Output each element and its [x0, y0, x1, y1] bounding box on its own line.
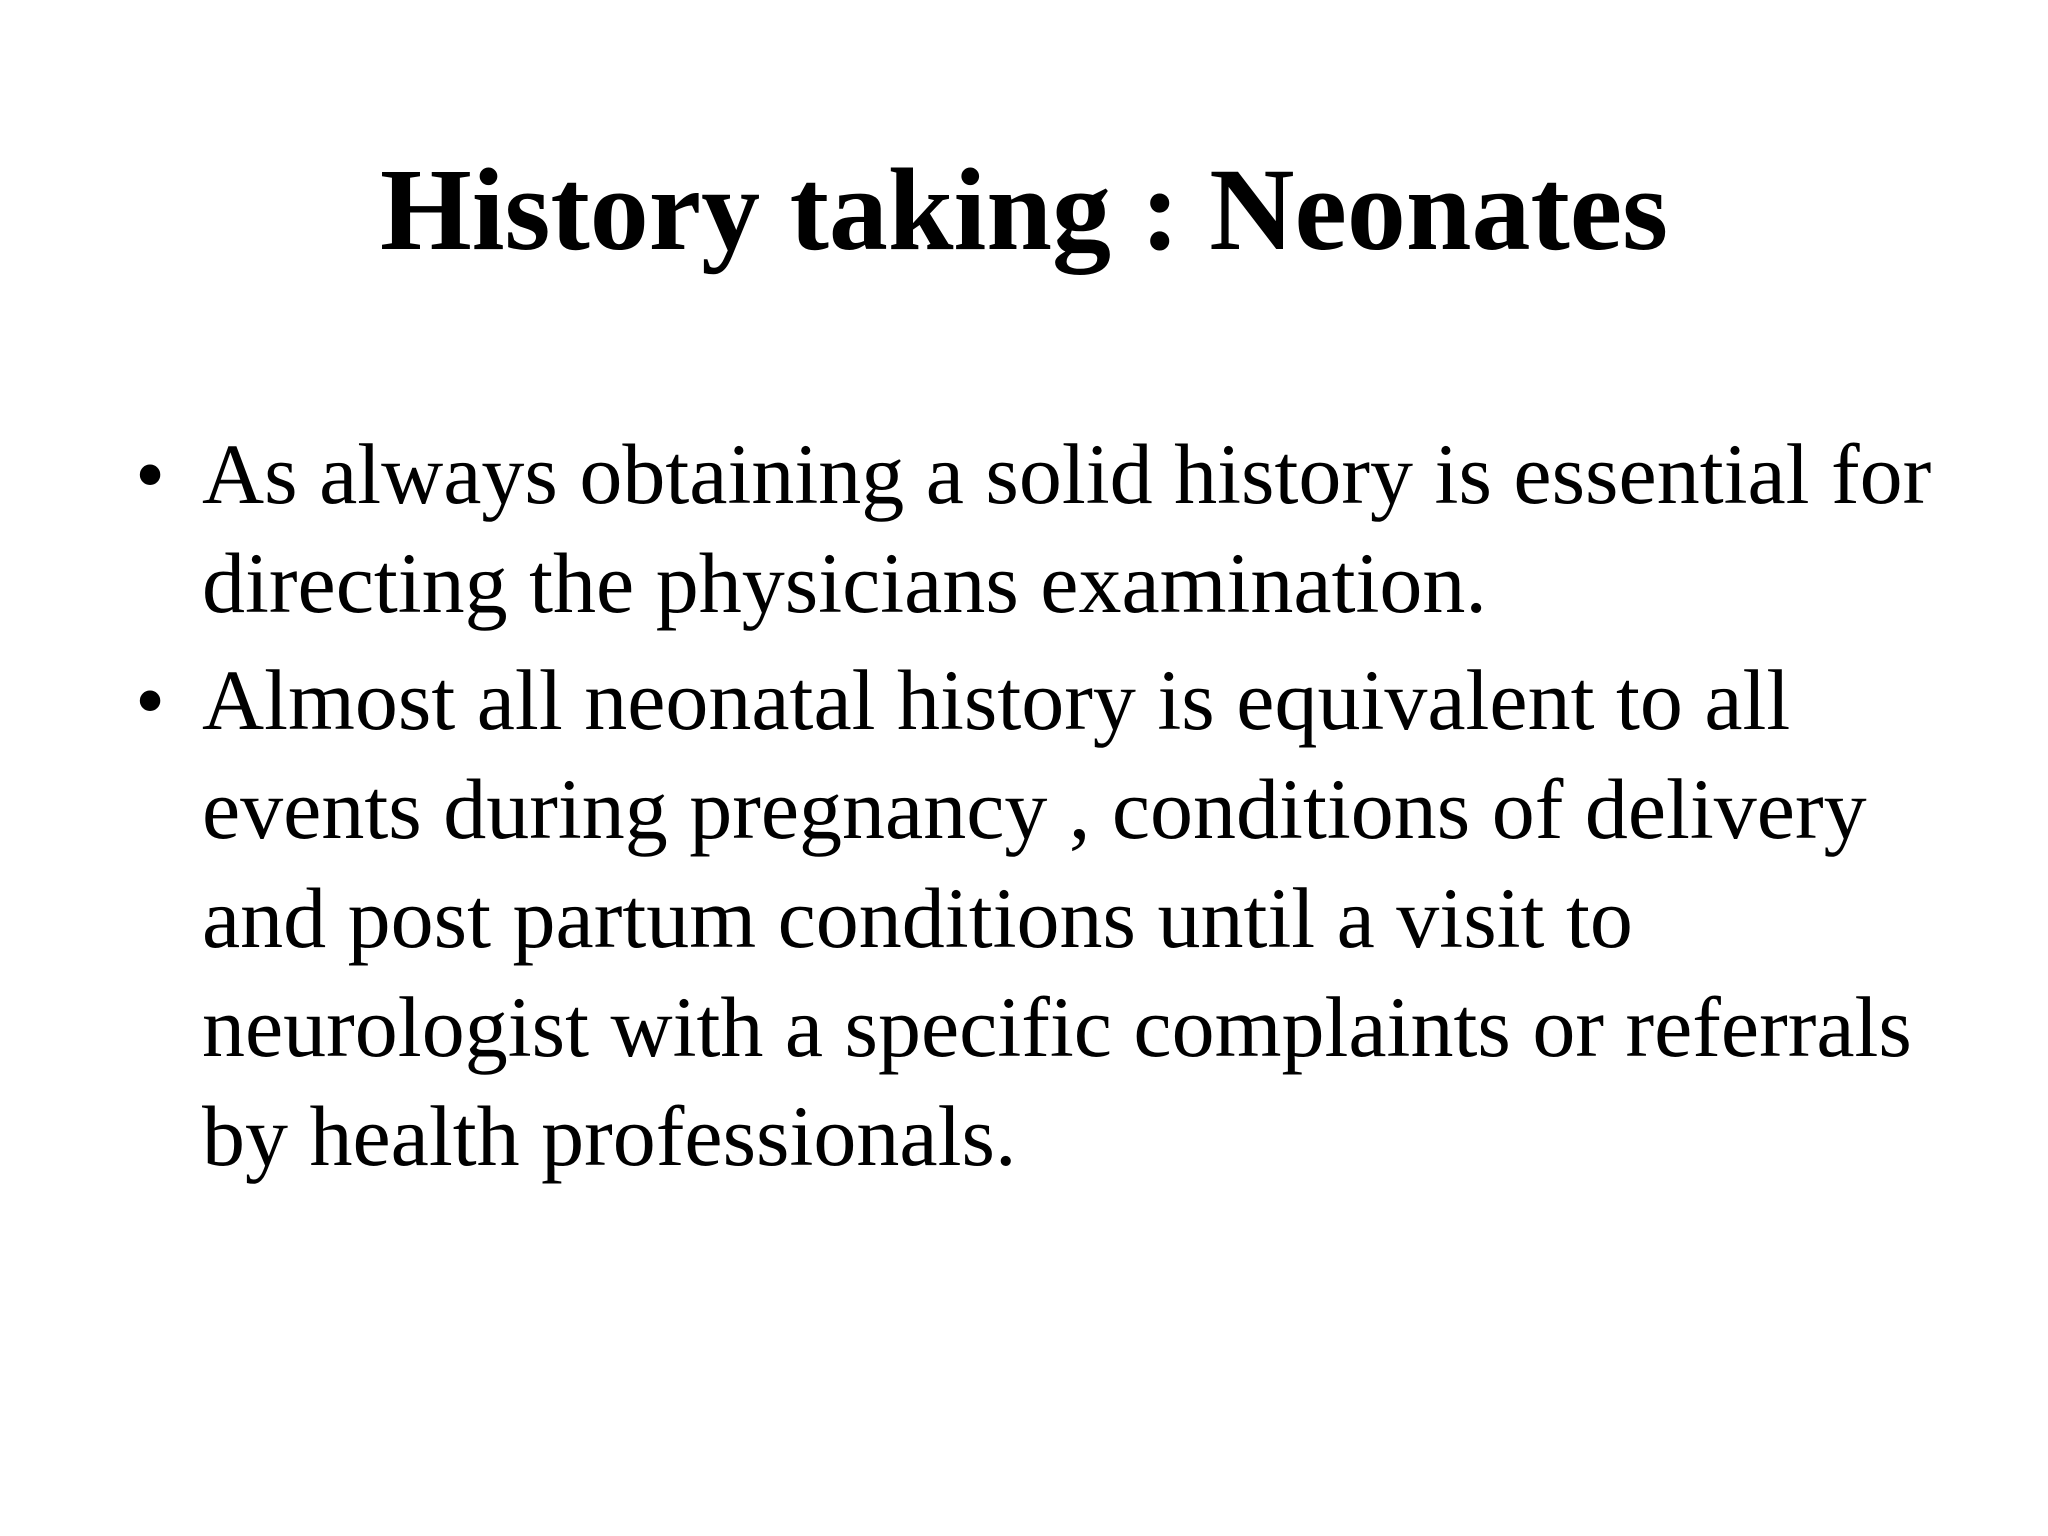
bullet-icon: •: [134, 652, 166, 748]
slide-title: History taking : Neonates: [379, 144, 1669, 275]
bullet-text: As always obtaining a solid history is essential for directing the physicians examination.: [202, 426, 1932, 631]
bullet-item: [120, 646, 1960, 1191]
bullet-icon: •: [134, 426, 166, 522]
bullet-item: [120, 420, 1960, 638]
bullet-text: Almost all neonatal history is equivalent to all events during pregnancy , conditions of delivery and post partum conditions until a visit to neurologist with a specific complaints or referrals by health professionals.: [202, 652, 1912, 1184]
bullet-list: [120, 420, 1960, 1199]
